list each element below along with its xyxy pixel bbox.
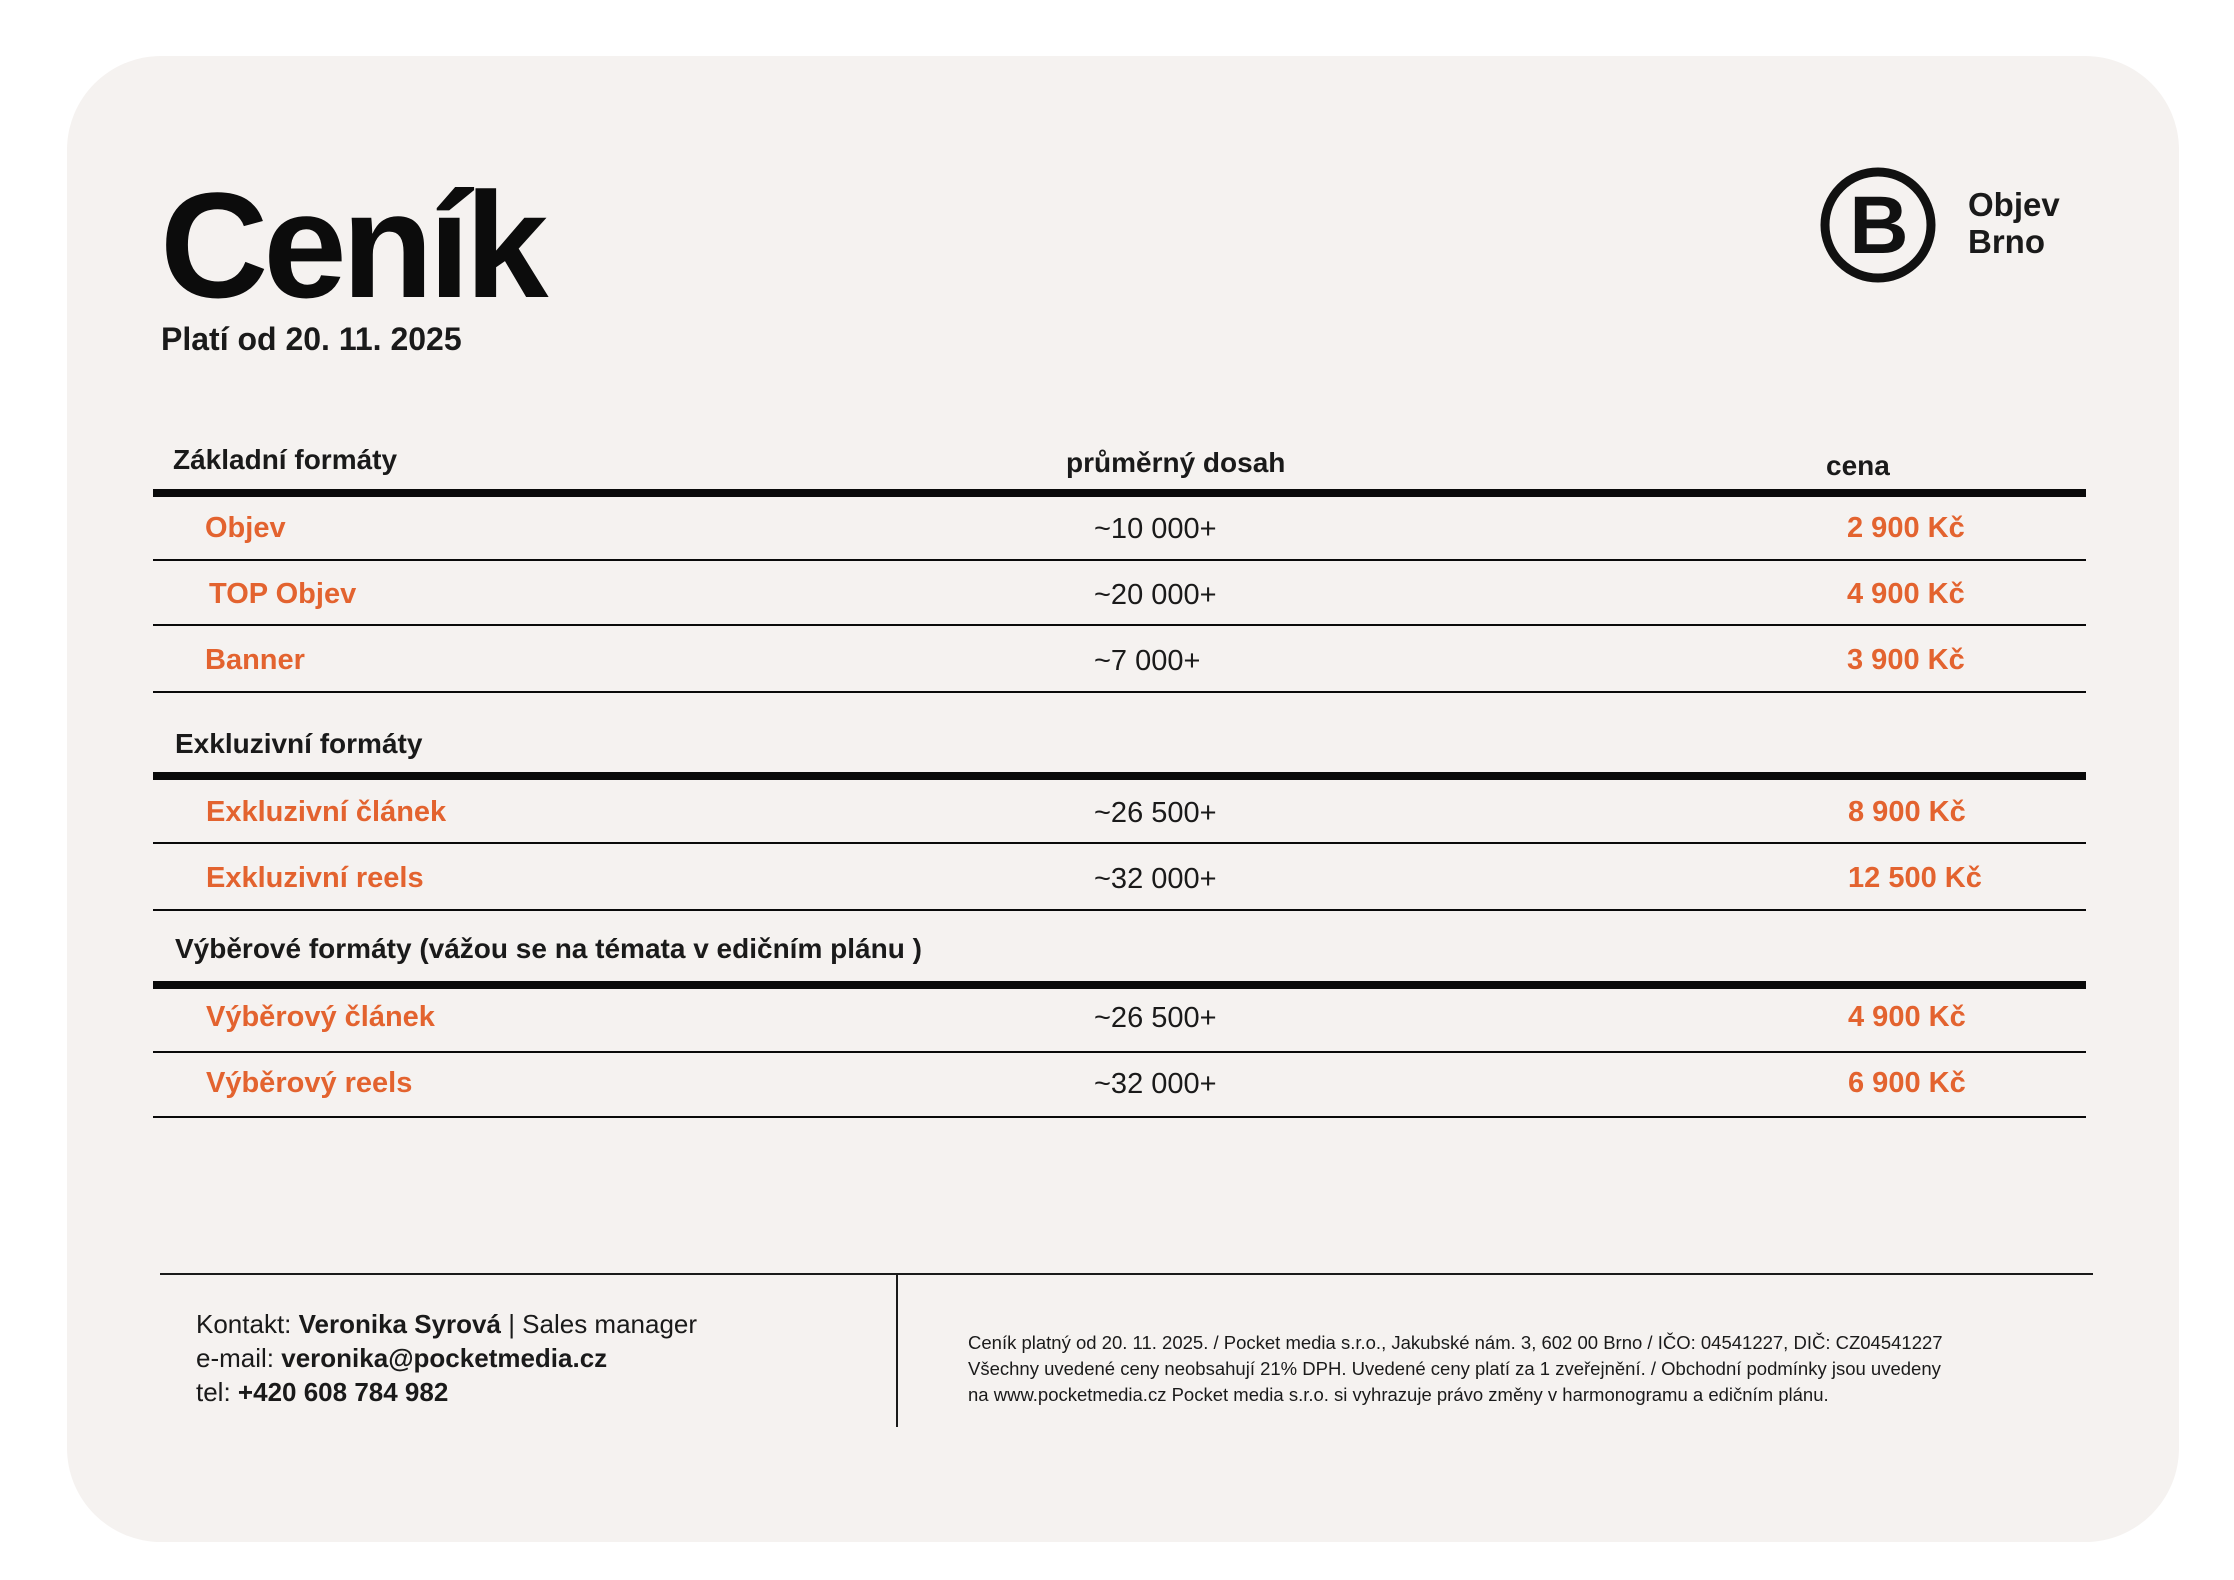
legal-line-1: Ceník platný od 20. 11. 2025. / Pocket media s.r.o., Jakubské nám. 3, 602 00 Brno / IČO: 04541227, DIČ: CZ04541227 bbox=[968, 1332, 1943, 1353]
format-reach: ~32 000+ bbox=[1094, 863, 1217, 895]
row-divider bbox=[153, 842, 2086, 844]
format-reach: ~20 000+ bbox=[1094, 579, 1217, 611]
format-name: Výběrový reels bbox=[206, 1067, 413, 1099]
footer-column-divider bbox=[896, 1275, 898, 1427]
column-header-price: cena bbox=[1826, 450, 1890, 481]
section-divider bbox=[153, 772, 2086, 780]
legal-line-3: na www.pocketmedia.cz Pocket media s.r.o. si vyhrazuje právo změny v harmonogramu a edičním plánu. bbox=[968, 1384, 1829, 1405]
format-name: Výběrový článek bbox=[206, 1001, 435, 1033]
logo-wordmark bbox=[1968, 186, 2060, 260]
format-name: Banner bbox=[205, 644, 305, 676]
format-reach: ~32 000+ bbox=[1094, 1068, 1217, 1100]
logo-line-2: Brno bbox=[1968, 223, 2045, 260]
phone-number[interactable]: +420 608 784 982 bbox=[237, 1377, 449, 1407]
email-line bbox=[196, 1341, 697, 1375]
row-divider bbox=[153, 691, 2086, 693]
page-title: Ceník bbox=[160, 161, 544, 329]
row-divider bbox=[153, 559, 2086, 561]
format-name: Exkluzivní reels bbox=[206, 862, 424, 894]
section-divider bbox=[153, 489, 2086, 497]
format-reach: ~7 000+ bbox=[1094, 645, 1201, 677]
row-divider bbox=[153, 1051, 2086, 1053]
contact-block bbox=[196, 1307, 697, 1409]
format-price: 12 500 Kč bbox=[1848, 862, 1982, 894]
contact-role: Sales manager bbox=[522, 1309, 698, 1339]
row-divider bbox=[153, 909, 2086, 911]
footer-divider bbox=[160, 1273, 2093, 1275]
format-name: Exkluzivní článek bbox=[206, 796, 447, 828]
contact-name: Veronika Syrová bbox=[298, 1309, 501, 1339]
email-label: e-mail: bbox=[196, 1343, 282, 1373]
format-price: 4 900 Kč bbox=[1847, 578, 1965, 610]
format-price: 6 900 Kč bbox=[1848, 1067, 1966, 1099]
phone-line bbox=[196, 1375, 697, 1409]
format-price: 4 900 Kč bbox=[1848, 1001, 1966, 1033]
contact-separator: | bbox=[500, 1309, 523, 1339]
row-divider bbox=[153, 624, 2086, 626]
format-name: Objev bbox=[205, 512, 286, 544]
row-divider bbox=[153, 1116, 2086, 1118]
section-title-basic: Základní formáty bbox=[173, 444, 398, 475]
logo-line-1: Objev bbox=[1968, 186, 2060, 223]
column-header-reach: průměrný dosah bbox=[1066, 447, 1286, 478]
logo-letter: B bbox=[1849, 180, 1909, 271]
section-title-exclusive: Exkluzivní formáty bbox=[175, 728, 423, 759]
contact-line bbox=[196, 1307, 697, 1341]
format-name: TOP Objev bbox=[209, 578, 357, 610]
section-title-selective: Výběrové formáty (vážou se na témata v edičním plánu ) bbox=[175, 933, 922, 964]
legal-line-2: Všechny uvedené ceny neobsahují 21% DPH. Uvedené ceny platí za 1 zveřejnění. / Obchodní podmínky jsou uvedeny bbox=[968, 1358, 1941, 1379]
email-link[interactable]: veronika@pocketmedia.cz bbox=[281, 1343, 608, 1373]
section-divider bbox=[153, 981, 2086, 989]
legal-notice bbox=[968, 1330, 1943, 1408]
objev-brno-logo-icon bbox=[1818, 165, 1938, 285]
format-reach: ~10 000+ bbox=[1094, 513, 1217, 545]
phone-label: tel: bbox=[196, 1377, 238, 1407]
valid-from-date: Platí od 20. 11. 2025 bbox=[161, 321, 462, 357]
format-price: 3 900 Kč bbox=[1847, 644, 1965, 676]
format-price: 2 900 Kč bbox=[1847, 512, 1965, 544]
format-reach: ~26 500+ bbox=[1094, 797, 1217, 829]
format-reach: ~26 500+ bbox=[1094, 1002, 1217, 1034]
format-price: 8 900 Kč bbox=[1848, 796, 1966, 828]
contact-label: Kontakt: bbox=[196, 1309, 299, 1339]
